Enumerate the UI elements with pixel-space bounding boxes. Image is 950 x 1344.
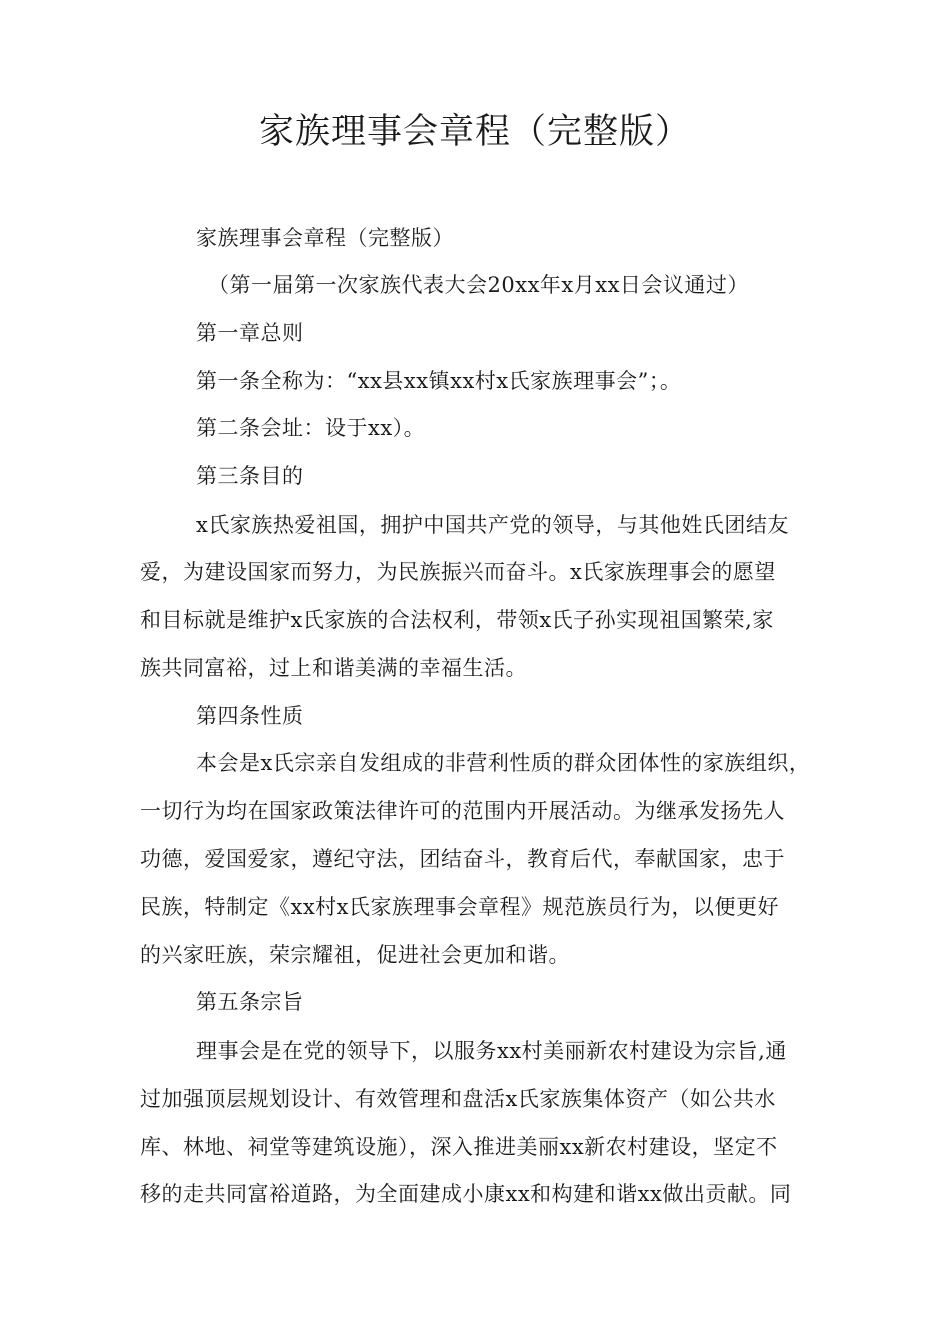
- paragraph-line: 移的走共同富裕道路，为全面建成小康xx和构建和谐xx做出贡献。同: [140, 1182, 792, 1206]
- paragraph-line: 库、林地、祠堂等建筑设施），深入推进美丽xx新农村建设，坚定不: [140, 1135, 778, 1159]
- chapter-heading: 第一章总则: [196, 321, 304, 345]
- paragraph-line: 过加强顶层规划设计、有效管理和盘活x氏家族集体资产（如公共水: [140, 1087, 776, 1111]
- paragraph-line: 爱，为建设国家而努力，为民族振兴而奋斗。x氏家族理事会的愿望: [140, 560, 776, 584]
- adoption-note: （第一届第一次家族代表大会20xx年x月xx日会议通过）: [208, 273, 749, 297]
- article-4-heading: 第四条性质: [196, 704, 304, 728]
- article-5-heading: 第五条宗旨: [196, 990, 304, 1014]
- paragraph-line: 族共同富裕，过上和谐美满的幸福生活。: [140, 656, 527, 680]
- paragraph-line: 民族，特制定《xx村x氏家族理事会章程》规范族员行为，以便更好: [140, 895, 780, 919]
- paragraph-line: 的兴家旺族，荣宗耀祖，促进社会更加和谐。: [140, 943, 570, 967]
- paragraph-line: 功德，爱国爱家，遵纪守法，团结奋斗，教育后代，奉献国家，忠于: [140, 847, 785, 871]
- paragraph-line: 和目标就是维护x氏家族的合法权利，带领x氏子孙实现祖国繁荣,家: [140, 608, 774, 632]
- document-title: 家族理事会章程（完整版）: [258, 112, 691, 152]
- paragraph-line: x氏家族热爱祖国，拥护中国共产党的领导，与其他姓氏团结友: [196, 513, 789, 537]
- paragraph-line: 理事会是在党的领导下，以服务xx村美丽新农村建设为宗旨,通: [196, 1039, 787, 1063]
- paragraph-line: 一切行为均在国家政策法律许可的范围内开展活动。为继承发扬先人: [140, 799, 785, 823]
- paragraph-line: 本会是x氏宗亲自发组成的非营利性质的群众团体性的家族组织，: [196, 751, 811, 775]
- subtitle: 家族理事会章程（完整版）: [196, 226, 454, 250]
- article-3-heading: 第三条目的: [196, 464, 304, 488]
- article-1: 第一条全称为：“xx县xx镇xx村x氏家族理事会”；。: [196, 369, 682, 393]
- article-2: 第二条会址：设于xx）。: [196, 416, 426, 440]
